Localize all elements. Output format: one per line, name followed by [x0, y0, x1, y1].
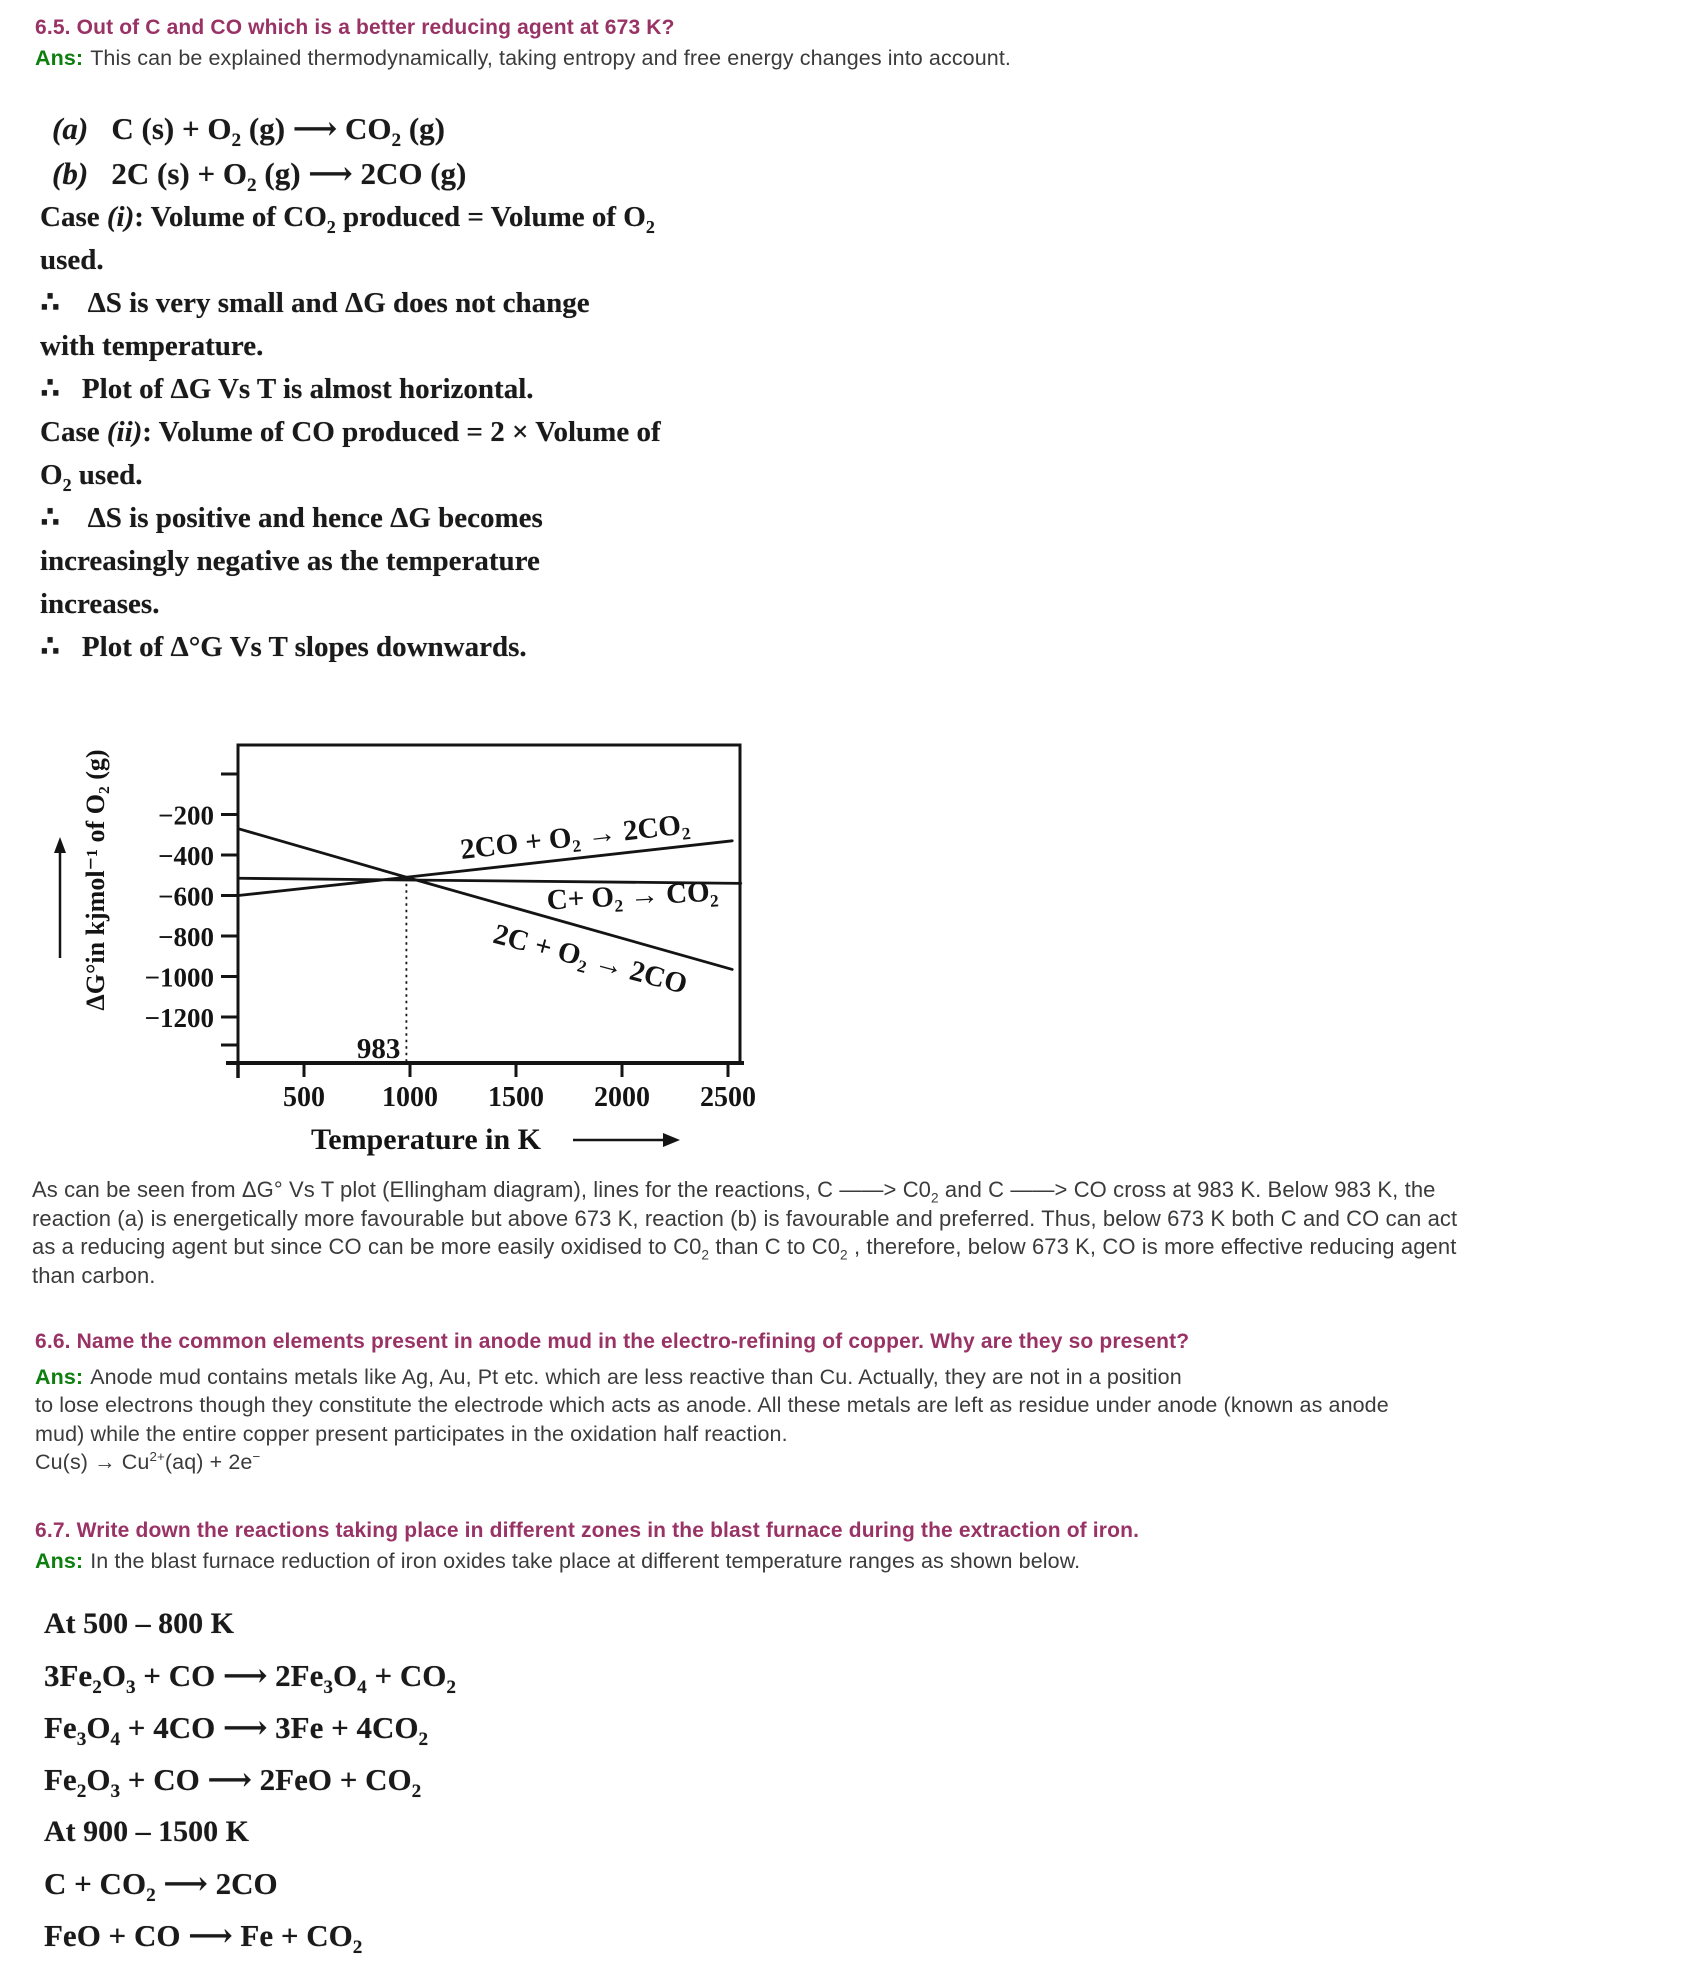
discussion-line: As can be seen from ΔG° Vs T plot (Ellingham diagram), lines for the reactions, C ——> $C0_2$ and C ——> CO cross at 983 K. Below 983 K, the — [32, 1177, 1436, 1206]
discussion-line: than carbon. — [32, 1262, 156, 1288]
svg-text:Temperature in K: Temperature in K — [311, 1123, 541, 1156]
q65-question: 6.5. Out of C and CO which is a better reducing agent at 673 K? — [35, 16, 675, 39]
working-line: At 900 – 1500 K — [44, 1815, 249, 1848]
q67-answer-line — [35, 1549, 1080, 1574]
q65-answer-text: This can be explained thermodynamically, taking entropy and free energy changes into account. — [90, 46, 1011, 70]
q66-answer-line1 — [35, 1363, 1389, 1391]
q66-answer — [35, 1363, 1389, 1477]
discussion-line: as a reducing agent but since CO can be more easily oxidised to $C0_2$ than C to $C0_2$ , therefore, below 673 K, CO is more effective reducing agent — [32, 1234, 1457, 1263]
svg-text:−400: −400 — [158, 841, 214, 871]
q67-working-scan — [44, 1590, 456, 1962]
svg-text:−1000: −1000 — [144, 962, 214, 993]
working-line: $Fe_2O_3$ + CO ⟶ $2FeO + CO_2$ — [44, 1762, 422, 1803]
q66-answer-more — [35, 1391, 1389, 1476]
svg-text:−200: −200 — [158, 800, 214, 831]
svg-text:2C + O₂ → 2CO: 2C + O₂ → 2CO — [489, 918, 691, 1001]
svg-text:ΔG°in kjmol⁻¹ of O₂ (g): ΔG°in kjmol⁻¹ of O₂ (g) — [81, 749, 110, 1011]
svg-text:1500: 1500 — [488, 1082, 544, 1113]
svg-text:−600: −600 — [158, 881, 214, 912]
q67-answer-text: In the blast furnace reduction of iron oxides take place at different temperature ranges as shown below. — [90, 1549, 1081, 1573]
q66-answer-line: mud) while the entire copper present participates in the oxidation half reaction. — [35, 1421, 788, 1446]
working-line: Case (i): Volume of $CO_2$ produced = Volume of $O_2$ — [40, 201, 655, 237]
answer-label: Ans: — [35, 1365, 84, 1389]
ellingham-figure — [28, 690, 808, 1180]
working-line: ∴ Plot of Δ°G Vs T slopes downwards. — [40, 631, 527, 663]
ellingham-chart — [28, 690, 808, 1180]
svg-text:−1200: −1200 — [144, 1003, 214, 1033]
q66-question: 6.6. Name the common elements present in anode mud in the electro-refining of copper. Why are they so present? — [35, 1330, 1190, 1353]
q67-question: 6.7. Write down the reactions taking place in different zones in the blast furnace during the extraction of iron. — [35, 1519, 1140, 1542]
discussion-line: reaction (a) is energetically more favourable but above 673 K, reaction (b) is favourable and preferred. Thus, below 673 K both C and CO can act — [32, 1205, 1458, 1231]
discussion-paragraph — [32, 1176, 1692, 1290]
svg-text:2500: 2500 — [700, 1082, 756, 1113]
svg-text:500: 500 — [283, 1082, 325, 1113]
working-line: $Fe_3O_4 + 4CO$ ⟶ $3Fe + 4CO_2$ — [44, 1710, 429, 1751]
working-line: $3Fe_2O_3$ + CO ⟶ $2Fe_3O_4 + CO_2$ — [44, 1658, 456, 1699]
q65-working-scan — [40, 96, 661, 669]
svg-text:1000: 1000 — [382, 1082, 438, 1113]
svg-text:2000: 2000 — [594, 1082, 650, 1113]
q66-answer-line1-text: Anode mud contains metals like Ag, Au, Pt etc. which are less reactive than Cu. Actually, they are not in a position — [90, 1365, 1182, 1389]
working-line: ∴ ΔS is positive and hence ΔG becomes — [40, 502, 543, 534]
q66-answer-line: $Cu(s) \to Cu^{2+}(aq) + 2e^-$ — [35, 1449, 261, 1475]
working-line: FeO + CO ⟶ $Fe + CO_2$ — [44, 1918, 363, 1959]
working-line: (a) C $(s) + O_2$ (g) ⟶ $CO_2$ (g) — [52, 111, 445, 152]
working-line: At 500 – 800 K — [44, 1607, 234, 1640]
working-line: ∴ Plot of ΔG Vs T is almost horizontal. — [40, 373, 534, 405]
working-line: $C + CO_2$ ⟶ 2CO — [44, 1866, 278, 1907]
working-line: used. — [40, 244, 104, 276]
working-line: $O_2$ used. — [40, 459, 143, 495]
q65-answer-line — [35, 46, 1011, 71]
answer-label: Ans: — [35, 46, 84, 70]
working-line: increasingly negative as the temperature — [40, 545, 540, 577]
working-line: increases. — [40, 588, 160, 620]
working-line: ∴ ΔS is very small and ΔG does not change — [40, 287, 590, 319]
svg-text:2CO + O₂ → 2CO₂: 2CO + O₂ → 2CO₂ — [458, 808, 692, 867]
working-line: Case (ii): Volume of CO produced = 2 × Volume of — [40, 416, 661, 448]
working-line: (b) 2C $(s) + O_2$ (g) ⟶ 2CO (g) — [52, 156, 467, 197]
answer-label: Ans: — [35, 1549, 84, 1573]
svg-text:−800: −800 — [158, 922, 214, 952]
svg-text:983: 983 — [356, 1033, 401, 1065]
q66-answer-line: to lose electrons though they constitute the electrode which acts as anode. All these metals are left as residue under anode (known as anode — [35, 1393, 1389, 1418]
svg-text:C+ O₂ → CO₂: C+ O₂ → CO₂ — [545, 875, 720, 917]
working-line: with temperature. — [40, 330, 264, 362]
